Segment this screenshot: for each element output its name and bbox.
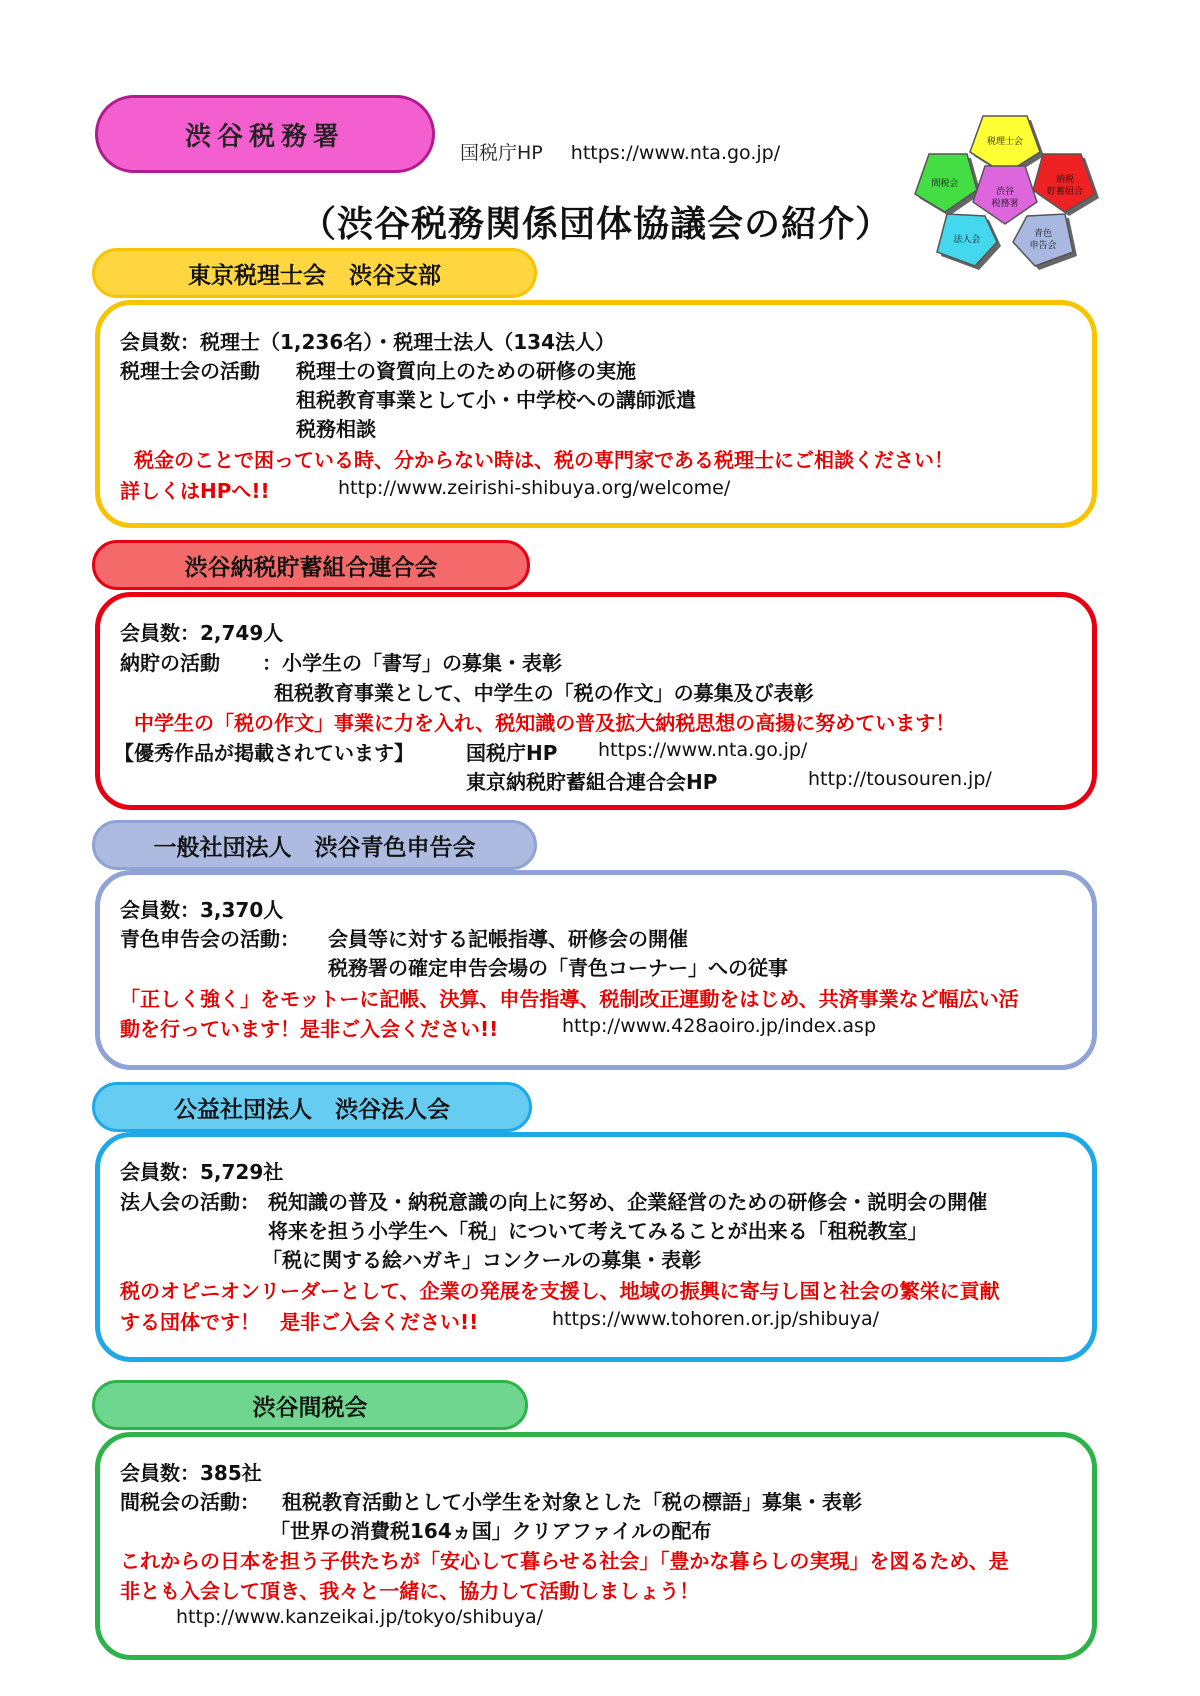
nozei-message: 中学生の「税の作文」事業に力を入れ、税知識の普及拡大納税思想の高揚に努めています！ (134, 711, 956, 735)
hojin-activity-2: 将来を担う小学生へ「税」について考えてみることが出来る「租税教室」 (268, 1219, 928, 1243)
logo-bottom-right-text-1: 青色 (1033, 229, 1053, 239)
logo-center-text-2: 税務署 (991, 199, 1019, 209)
nta-url-link[interactable]: https://www.nta.go.jp/ (570, 142, 781, 164)
section-tab-zeirishi: 東京税理士会 渋谷支部 (92, 248, 537, 298)
zeirishi-more: 詳しくはHPへ!! (120, 479, 270, 503)
aoiro-members: 会員数：3,370人 (120, 898, 284, 922)
nozei-activity-2: 租税教育事業として、中学生の「税の作文」の募集及び表彰 (274, 681, 814, 705)
kanzei-message-1: これからの日本を担う子供たちが「安心して暮らせる社会」「豊かな暮らしの実現」を図るため、是 (120, 1549, 1009, 1573)
kanzei-activity-label: 間税会の活動： (120, 1490, 260, 1514)
nozei-tousouren-url-link[interactable]: http://tousouren.jp/ (808, 768, 992, 790)
aoiro-activity-1: 会員等に対する記帳指導、研修会の開催 (328, 927, 688, 951)
logo-right-text-2: 貯蓄組合 (1046, 187, 1084, 197)
council-pentagon-logo (905, 106, 1105, 296)
zeirishi-url-link[interactable]: http://www.zeirishi-shibuya.org/welcome/ (338, 477, 731, 499)
section-tab-aoiro: 一般社団法人 渋谷青色申告会 (92, 820, 537, 870)
kanzei-activity-2: 「世界の消費税164ヵ国」クリアファイルの配布 (270, 1519, 712, 1543)
section-tab-hojin: 公益社団法人 渋谷法人会 (92, 1082, 532, 1132)
zeirishi-activity-2: 租税教育事業として小・中学校への講師派遣 (296, 388, 696, 412)
hojin-message-2: する団体です！ 是非ご入会ください!! (120, 1310, 479, 1334)
aoiro-url-link[interactable]: http://www.428aoiro.jp/index.asp (562, 1015, 877, 1037)
nozei-tousouren-label: 東京納税貯蓄組合連合会HP (466, 770, 718, 794)
zeirishi-activity-label: 税理士会の活動 (120, 359, 260, 383)
nozei-works-label: 【優秀作品が掲載されています】 (114, 741, 414, 765)
kanzei-message-2: 非とも入会して頂き、我々と一緒に、協力して活動しましょう！ (120, 1579, 700, 1603)
hojin-members: 会員数：5,729社 (120, 1160, 284, 1184)
zeirishi-members: 会員数：税理士（1,236名）・税理士法人（134法人） (120, 330, 616, 354)
office-name-badge: 渋谷税務署 (95, 95, 435, 173)
nta-link-line (460, 138, 780, 165)
logo-bottom-left-text: 法人会 (953, 235, 981, 245)
kanzei-members: 会員数：385社 (120, 1461, 262, 1485)
nozei-activity-1: ：小学生の「書写」の募集・表彰 (262, 651, 562, 675)
aoiro-message-1: 「正しく強く」をモットーに記帳、決算、申告指導、税制改正運動をはじめ、共済事業など幅広い活 (120, 987, 1019, 1011)
hojin-url-link[interactable]: https://www.tohoren.or.jp/shibuya/ (552, 1308, 880, 1330)
aoiro-message-2: 動を行っています！是非ご入会ください!! (120, 1017, 499, 1041)
logo-center-text-1: 渋谷 (995, 187, 1015, 197)
page-title: （渋谷税務関係団体協議会の紹介） (300, 204, 893, 245)
hojin-activity-1: 税知識の普及・納税意識の向上に努め、企業経営のための研修会・説明会の開催 (268, 1190, 988, 1214)
nozei-activity-label: 納貯の活動 (120, 651, 220, 675)
aoiro-activity-2: 税務署の確定申告会場の「青色コーナー」への従事 (328, 956, 788, 980)
logo-left-text: 間税会 (931, 179, 959, 189)
logo-bottom-right-text-2: 申告会 (1029, 241, 1057, 251)
logo-top-text: 税理士会 (986, 137, 1024, 147)
nozei-nta-url-link[interactable]: https://www.nta.go.jp/ (598, 739, 808, 761)
hojin-message-1: 税のオピニオンリーダーとして、企業の発展を支援し、地域の振興に寄与し国と社会の繁栄に貢献 (120, 1279, 1000, 1303)
section-tab-kanzei: 渋谷間税会 (92, 1380, 528, 1430)
zeirishi-activity-3: 税務相談 (296, 417, 376, 441)
aoiro-activity-label: 青色申告会の活動： (120, 927, 300, 951)
nozei-members: 会員数：2,749人 (120, 621, 284, 645)
kanzei-activity-1: 租税教育活動として小学生を対象とした「税の標語」募集・表彰 (282, 1490, 862, 1514)
zeirishi-message: 税金のことで困っている時、分からない時は、税の専門家である税理士にご相談ください！ (134, 448, 954, 472)
zeirishi-activity-1: 税理士の資質向上のための研修の実施 (296, 359, 636, 383)
hojin-activity-label: 法人会の活動： (120, 1190, 260, 1214)
kanzei-url-link[interactable]: http://www.kanzeikai.jp/tokyo/shibuya/ (176, 1606, 544, 1628)
nozei-nta-label: 国税庁HP (466, 741, 558, 765)
hojin-activity-3: 「税に関する絵ハガキ」コンクールの募集・表彰 (262, 1248, 702, 1272)
section-tab-nozei: 渋谷納税貯蓄組合連合会 (92, 540, 530, 590)
nta-label: 国税庁HP (460, 142, 543, 164)
logo-right-text-1: 納税 (1055, 175, 1075, 185)
